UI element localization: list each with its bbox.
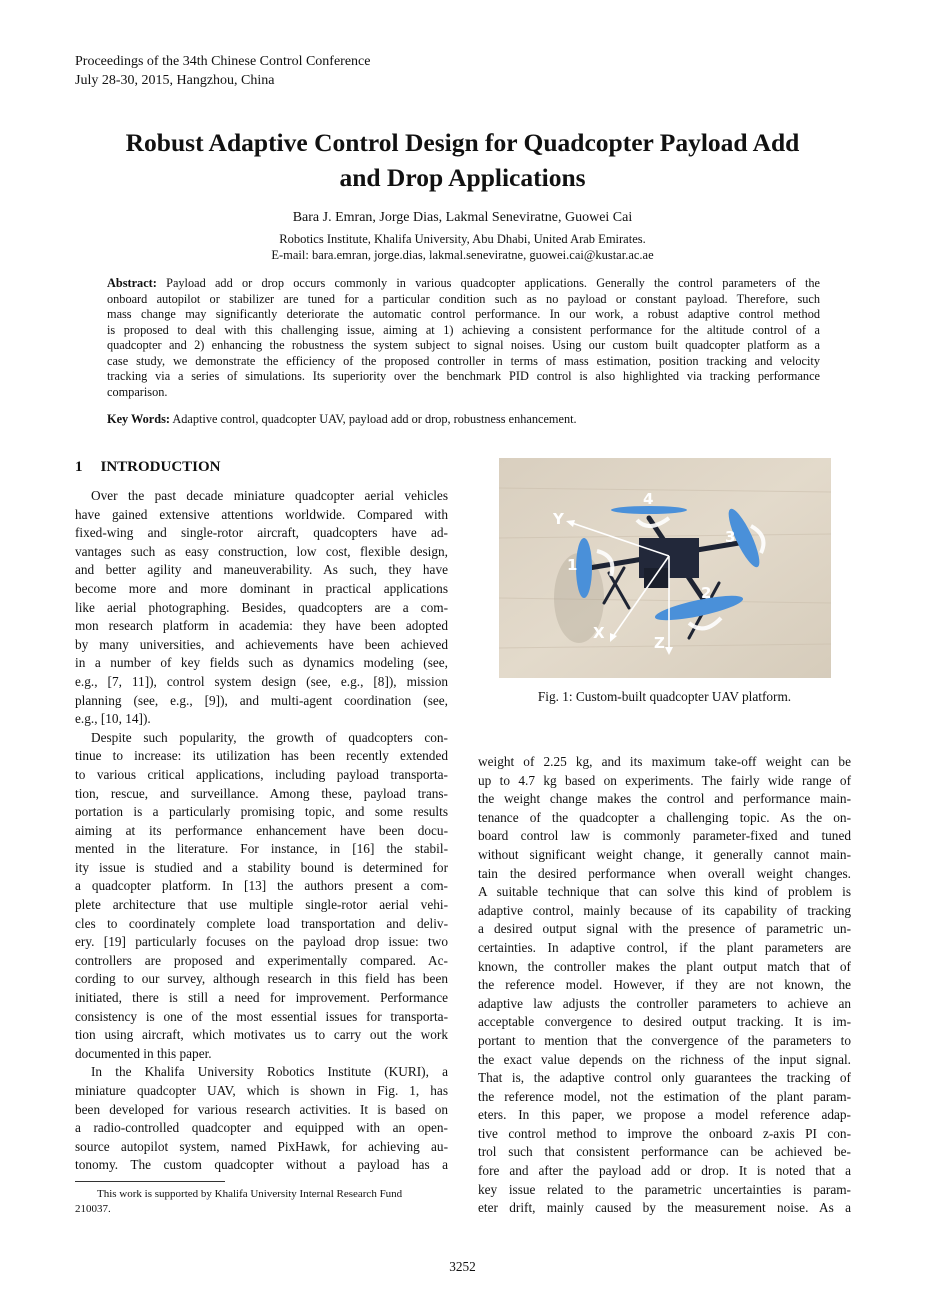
paragraph-line: tinue to increase: its utilization has been recently extended	[75, 748, 448, 764]
paragraph-line: mented in the literature. For instance, in [16] the stabil-	[75, 841, 448, 857]
paragraph-line: That is, the adaptive control only guarantees the tracking of	[478, 1070, 851, 1086]
paragraph-line: a desired output signal with the presence of parametric un-	[478, 921, 851, 937]
paragraph-line: planning (see, e.g., [9]), and multi-agent coordination (see,	[75, 692, 448, 708]
paragraph-line: Over the past decade miniature quadcopter aerial vehicles	[91, 488, 448, 503]
abstract-text: Payload add or drop occurs commonly in various quadcopter applications. Generally the control parameters of the	[156, 276, 820, 290]
paragraph-line: by many universities, and achievements have been achieved	[75, 636, 448, 652]
affiliation: Robotics Institute, Khalifa University, Abu Dhabi, United Arab Emirates.	[279, 232, 646, 246]
abstract-label: Abstract:	[107, 276, 157, 290]
paragraph-line: trol such that consistent performance can be achieved be-	[478, 1144, 851, 1160]
footnote-line-1: This work is supported by Khalifa University Internal Research Fund	[97, 1188, 403, 1200]
paragraph-line: e.g., [10, 14]).	[75, 711, 151, 727]
paragraph-line: Despite such popularity, the growth of quadcopters con-	[91, 729, 448, 745]
rotor-label-2: 2	[701, 584, 712, 602]
paragraph-line: controllers are proposed and experimentally compared. Ac-	[75, 952, 448, 968]
axis-label-y: Y	[553, 510, 564, 528]
paragraph-line: eter drift, mainly caused by the measurement noise. As a	[478, 1200, 851, 1216]
paragraph-line: adaptive control, mainly because of its capability of tracking	[478, 902, 851, 918]
conference-date-location: July 28-30, 2015, Hangzhou, China	[75, 73, 275, 88]
abstract-line: onboard autopilot or stabilizer are tuned for a particular condition such as no payload or constant payload. Therefore, such	[107, 291, 820, 306]
paragraph-line: tion using aircraft, which motivates us to carry out the work	[75, 1027, 448, 1043]
abstract-line: case study, we demonstrate the efficiency of the proposed controller in terms of mass estimation, position tracking and velocity	[107, 353, 820, 368]
paragraph-line: plete architecture that use multiple single-rotor aerial vehi-	[75, 897, 448, 913]
abstract-line: tracking via a series of simulations. Its superiority over the benchmark PID control is also highlighted via tracking performance	[107, 369, 820, 383]
page-number: 3252	[449, 1259, 476, 1274]
paragraph-line: mon research platform in academia: they have been adopted	[75, 618, 448, 634]
rotor-label-4: 4	[643, 490, 654, 508]
paragraph-line: initiated, there is still a need for improvement. Performance	[75, 990, 448, 1006]
paragraph-line: tain the desired performance when overall weight changes.	[478, 865, 851, 881]
paragraph-line: tenance of the quadcopter a challenging topic. As the on-	[478, 809, 851, 825]
paragraph-line: and better agility and maneuverability. As such, they have	[75, 562, 448, 578]
paragraph-line: eters. In this paper, we propose a model reference adap-	[478, 1107, 851, 1123]
axis-label-x: X	[593, 624, 605, 642]
keywords	[107, 412, 820, 428]
paragraph-line: acceptable convergence to desired output tracking. It is im-	[478, 1014, 851, 1030]
left-column-text	[75, 487, 448, 1175]
paragraph-line: known, the controller makes the plant output match that of	[478, 958, 851, 974]
footnote-line-2: 210037.	[75, 1203, 111, 1215]
paragraph-line: board control law is commonly parameter-fixed and tuned	[478, 828, 851, 844]
paragraph-line: certainties. In adaptive control, if the plant parameters are	[478, 939, 851, 955]
abstract	[107, 276, 820, 400]
paragraph-line: the reference model. However, if they are not known, the	[478, 977, 851, 993]
paragraph-line: in a number of key fields such as dynamics modeling (see,	[75, 655, 448, 671]
paragraph-line: cles to coordinately complete load transportation and deliv-	[75, 915, 448, 931]
paragraph-line: miniature quadcopter UAV, which is shown in Fig. 1, has	[75, 1083, 448, 1098]
paragraph-line: fore and after the payload add or drop. It is noted that a	[478, 1163, 851, 1179]
rotor-label-3: 3	[725, 528, 736, 546]
paragraph-line: portant to mention that the convergence of the parameters to	[478, 1032, 851, 1048]
paragraph-line: weight of 2.25 kg, and its maximum take-off weight can be	[478, 754, 851, 769]
paragraph-line: A suitable technique that can solve this kind of problem is	[478, 884, 851, 900]
paragraph-line: to various critical applications, including payload transporta-	[75, 766, 448, 782]
section-number: 1	[75, 459, 83, 475]
paragraph-line: consistency is one of the most essential issues for transporta-	[75, 1008, 448, 1024]
paragraph-line: tion, rescue, and surveillance. Among these, payload trans-	[75, 785, 448, 801]
paragraph-line: cording to our survey, although research in this field has been	[75, 971, 448, 987]
paragraph-line: ity issue is studied and a stability bound is determined for	[75, 859, 448, 875]
paragraph-line: fixed-wing and single-rotor aircraft, quadcopters have ad-	[75, 525, 448, 541]
email: E-mail: bara.emran, jorge.dias, lakmal.seneviratne, guowei.cai@kustar.ac.ae	[271, 248, 654, 262]
rotor-label-1: 1	[567, 556, 578, 574]
quadcopter-photo	[499, 458, 831, 678]
paragraph-line: like aerial photographing. Besides, quadcopters are a com-	[75, 599, 448, 615]
paragraph-line: key issue related to the parametric uncertainties is param-	[478, 1181, 851, 1197]
paragraph-line: a quadcopter platform. In [13] the authors present a com-	[75, 878, 448, 894]
paragraph-line: source autopilot system, named PixHawk, for achieving au-	[75, 1138, 448, 1154]
figure-caption: Fig. 1: Custom-built quadcopter UAV platform.	[537, 689, 792, 704]
paper-title-line-2: and Drop Applications	[339, 163, 586, 192]
abstract-line: quadcopter and 2) enhancing the robustness the system subject to signal noises. Using our custom built quadcopter platform as a	[107, 338, 820, 352]
paragraph-line: adaptive law adjusts the controller parameters to achieve an	[478, 995, 851, 1011]
paragraph-line: been developed for various research activities. It is based on	[75, 1101, 448, 1117]
footnote-rule	[75, 1181, 225, 1182]
axis-label-z: Z	[654, 634, 665, 652]
section-heading	[75, 459, 221, 476]
paragraph-line: aiming at its performance enhancement have been docu-	[75, 822, 448, 838]
paragraph-line: ery. [19] particularly focuses on the payload drop issue: two	[75, 934, 448, 950]
abstract-line: is proposed to deal with this challenging issue, aiming at 1) achieving a consistent performance for the altitude control of a	[107, 322, 820, 337]
paragraph-line: the reference model, not the estimation of the plant param-	[478, 1088, 851, 1104]
figure-quadcopter-photo	[499, 458, 831, 678]
paper-title-line-1: Robust Adaptive Control Design for Quadcopter Payload Add	[125, 128, 800, 157]
paragraph-line: become more and more dominant in practical applications	[75, 580, 448, 596]
conference-name: Proceedings of the 34th Chinese Control Conference	[75, 54, 371, 69]
section-title: INTRODUCTION	[100, 459, 221, 475]
paragraph-line: the exact value depends on the richness of the input signal.	[478, 1051, 851, 1067]
abstract-line: comparison.	[107, 384, 168, 399]
paragraph-line: documented in this paper.	[75, 1045, 212, 1061]
paragraph-line: In the Khalifa University Robotics Institute (KURI), a	[91, 1064, 448, 1080]
paragraph-line: e.g., [7, 11]), control system design (see, e.g., [8]), mission	[75, 673, 448, 689]
paragraph-line: portation is a particularly promising topic, and some results	[75, 804, 448, 820]
keywords-text: Adaptive control, quadcopter UAV, payload add or drop, robustness enhancement.	[169, 412, 577, 426]
paragraph-line: tive control method to improve the onboard z-axis PI con-	[478, 1125, 851, 1141]
paragraph-line: tonomy. The custom quadcopter without a payload has a	[75, 1157, 448, 1173]
paragraph-line: have gained extensive attentions worldwide. Compared with	[75, 506, 448, 522]
abstract-line	[107, 276, 820, 292]
paragraph-line: up to 4.7 kg based on experiments. The fairly wide range of	[478, 772, 851, 788]
authors: Bara J. Emran, Jorge Dias, Lakmal Seneviratne, Guowei Cai	[292, 210, 633, 225]
paragraph-line: a radio-controlled quadcopter and equipped with an open-	[75, 1120, 448, 1136]
paragraph-line: vantages such as easy construction, low cost, flexible design,	[75, 543, 448, 559]
right-column-text	[478, 753, 851, 1218]
keywords-label: Key Words:	[107, 412, 170, 426]
paragraph-line: the weight change makes the control and performance main-	[478, 791, 851, 807]
paragraph-line: without significant weight change, it generally cannot main-	[478, 846, 851, 862]
propeller-1	[576, 538, 592, 598]
abstract-line: mass change may significantly deteriorate the automatic control performance. In our work, a robust adaptive control method	[107, 307, 820, 321]
